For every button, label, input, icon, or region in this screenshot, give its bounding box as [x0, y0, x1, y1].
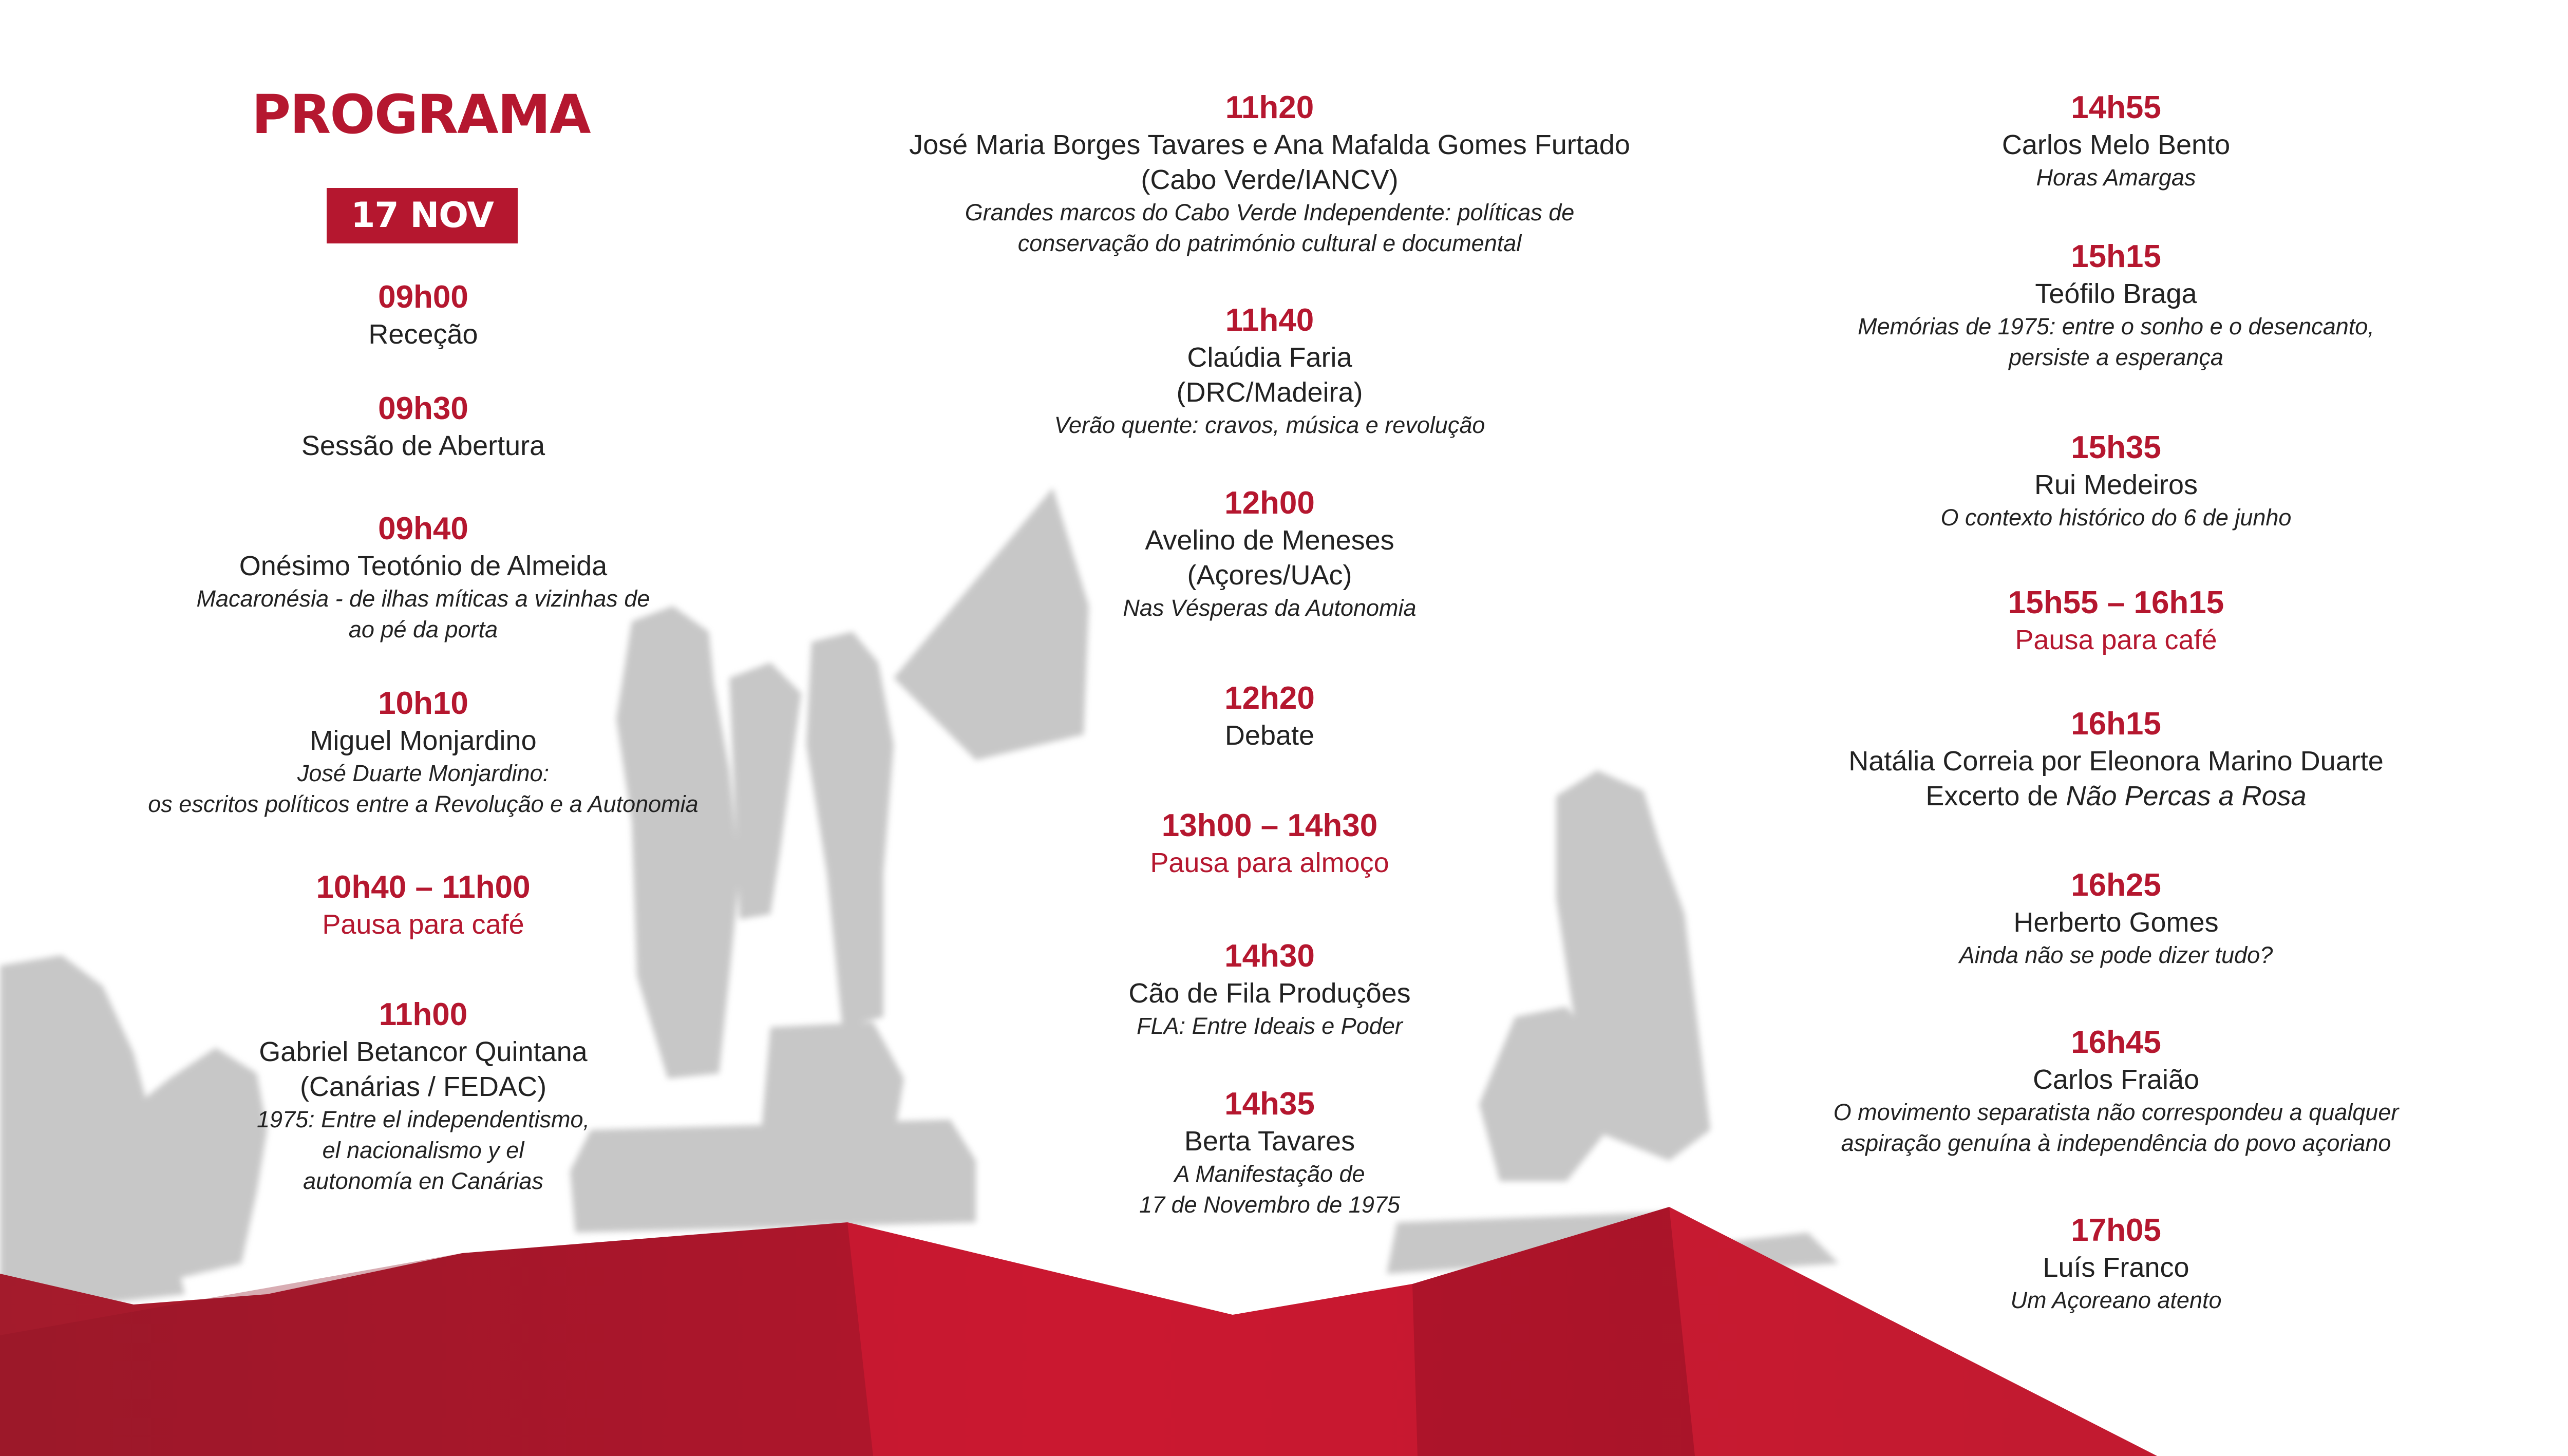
talk-title: el nacionalismo y el [322, 1137, 524, 1163]
talk-title: Horas Amargas [2036, 164, 2196, 191]
break-label: Pausa para almoço [1150, 847, 1389, 878]
speaker-name: Avelino de Meneses [1145, 525, 1394, 556]
speaker-name [2539, 911, 2568, 946]
session-title [2539, 702, 2568, 736]
schedule-item [2539, 231, 2568, 305]
time-label: 14h35 [1224, 1086, 1315, 1122]
speaker-name [2539, 818, 2568, 853]
talk-title: conservação do património cultural e documental [1017, 230, 1522, 256]
exhibition-item [2539, 351, 2568, 460]
session-subtitle [2539, 667, 2568, 702]
speaker-name: Cão de Fila Produções [1128, 978, 1411, 1009]
excerpt-line [1693, 779, 2539, 814]
time-label: 15h55 – 16h15 [2008, 585, 2224, 620]
time-label: 11h00 [379, 997, 468, 1032]
break-item [846, 806, 1693, 880]
time-label: 11h40 [1225, 302, 1314, 338]
speaker-name-cont [2539, 946, 2568, 981]
time-label [2539, 628, 2568, 667]
time-label: 14h30 [1224, 938, 1315, 974]
time-label [2539, 231, 2568, 270]
speaker-name: Berta Tavares [1184, 1126, 1355, 1157]
excerpt-title: Não Percas a Rosa [2066, 781, 2307, 811]
talk-title [2539, 853, 2568, 887]
break-item [1693, 583, 2539, 657]
talk-title: Verão quente: cravos, música e revolução [1054, 412, 1485, 438]
speaker-name: Onésimo Teotónio de Almeida [239, 551, 608, 581]
talk-title: Memórias de 1975: entre o sonho e o desencanto, [1858, 313, 2374, 339]
talk-title: aspiração genuína à independência do povo açoriano [1841, 1130, 2391, 1156]
time-label: 17h05 [2071, 1213, 2161, 1248]
item-title: Sessão de Abertura [301, 430, 545, 461]
schedule-item [1693, 866, 2539, 971]
schedule-item [2539, 1056, 2568, 1130]
day-badge-17-nov: 17 NOV [327, 188, 518, 243]
schedule-item [846, 301, 1693, 441]
time-label: 11h20 [1225, 90, 1314, 125]
time-label [2539, 351, 2568, 390]
panel-item [2539, 818, 2568, 887]
talk-title: José Duarte Monjardino: [297, 760, 550, 786]
schedule-item [1693, 428, 2539, 533]
talk-title: O movimento separatista não correspondeu a qualquer [1833, 1099, 2399, 1125]
time-label: 16h25 [2071, 867, 2161, 903]
schedule-item [846, 1085, 1693, 1220]
talk-title: ao pé da porta [348, 616, 498, 642]
talk-title: os escritos políticos entre a Revolução e a Autonomia [148, 791, 698, 817]
item-title: Debate [1224, 720, 1315, 751]
talk-title: Ainda não se pode dizer tudo? [1959, 942, 2273, 968]
talk-title [2539, 981, 2568, 1016]
talk-title: autonomía en Canárias [303, 1168, 543, 1194]
session-moderator [2539, 736, 2568, 771]
schedule-item [1693, 88, 2539, 193]
time-label: 09h40 [378, 511, 468, 546]
speaker-name: Teófilo Braga [2035, 278, 2197, 309]
speaker-affiliation: (DRC/Madeira) [1176, 377, 1363, 408]
schedule-item [0, 278, 846, 352]
time-label: 13h00 – 14h30 [1161, 808, 1378, 843]
talk-title: FLA: Entre Ideais e Poder [1137, 1013, 1403, 1039]
schedule-item [1693, 237, 2539, 373]
speaker-name: Carlos Melo Bento [2001, 129, 2231, 160]
speaker-name [2539, 127, 2568, 162]
schedule-item [0, 509, 846, 645]
break-item [0, 868, 846, 942]
schedule-item [846, 679, 1693, 753]
time-label: 16h45 [2071, 1025, 2161, 1060]
speaker-name: Natália Correia por Eleonora Marino Duarte [1848, 746, 2384, 777]
time-label: 12h00 [1224, 485, 1315, 521]
talk-title: 17 de Novembro de 1975 [1139, 1192, 1400, 1218]
schedule-item [846, 88, 1693, 259]
talk-title: persiste a esperança [2009, 344, 2223, 370]
item-title [2539, 1095, 2568, 1130]
item-title [2539, 270, 2568, 305]
schedule-item [846, 937, 1693, 1042]
speaker-affiliation: (Canárias / FEDAC) [299, 1071, 547, 1102]
page-title: PROGRAMA [252, 83, 590, 146]
time-label: 16h15 [2071, 706, 2161, 742]
talk-title [2539, 162, 2568, 193]
speaker-name: Rui Medeiros [2034, 469, 2198, 500]
time-label: 10h10 [378, 686, 468, 721]
exhibition-note [2539, 425, 2568, 460]
time-label [2539, 88, 2568, 127]
schedule-item [1693, 705, 2539, 814]
panel-item [2539, 911, 2568, 1016]
schedule-item [1693, 1023, 2539, 1159]
schedule-item [0, 995, 846, 1197]
talk-title: 1975: Entre el independentismo, [257, 1106, 590, 1132]
speaker-name: José Maria Borges Tavares e Ana Mafalda Gomes Furtado [909, 129, 1630, 160]
time-label: 12h20 [1224, 680, 1315, 716]
speaker-name: Claúdia Faria [1187, 342, 1352, 373]
time-label: 14h55 [2071, 90, 2161, 125]
time-label: 09h30 [378, 391, 468, 426]
schedule-item [0, 389, 846, 463]
speaker-affiliation: (Cabo Verde/IANCV) [1141, 164, 1399, 195]
schedule-item [2539, 628, 2568, 771]
speaker-affiliation: (Açores/UAc) [1187, 560, 1352, 591]
schedule-item [846, 484, 1693, 623]
speaker-name: Herberto Gomes [2013, 907, 2219, 938]
schedule-item [2539, 88, 2568, 193]
schedule-item [1693, 1211, 2539, 1316]
talk-title: A Manifestação de [1174, 1161, 1365, 1187]
break-label: Pausa para café [322, 909, 524, 940]
talk-title: Um Açoreano atento [2010, 1287, 2222, 1313]
time-label [2539, 1056, 2568, 1095]
talk-title: Grandes marcos do Cabo Verde Independente: políticas de [965, 199, 1575, 225]
exhibition-line [2539, 390, 2568, 425]
time-label: 10h40 – 11h00 [316, 869, 531, 905]
talk-title: Nas Vésperas da Autonomia [1123, 595, 1417, 621]
talk-title: O contexto histórico do 6 de junho [1940, 504, 2292, 531]
break-label: Pausa para café [2015, 625, 2217, 655]
talk-title: Macaronésia - de ilhas míticas a vizinhas de [196, 585, 650, 612]
speaker-name: Gabriel Betancor Quintana [259, 1036, 588, 1067]
time-label: 15h15 [2071, 239, 2161, 274]
item-title: Receção [368, 319, 478, 350]
excerpt-prefix: Excerto de [1925, 781, 2066, 811]
time-label: 09h00 [378, 279, 468, 315]
speaker-name: Miguel Monjardino [310, 725, 537, 756]
speaker-name: Luís Franco [2043, 1252, 2189, 1283]
schedule-item [0, 684, 846, 820]
time-label: 15h35 [2071, 430, 2161, 465]
speaker-name: Carlos Fraião [2032, 1064, 2200, 1095]
